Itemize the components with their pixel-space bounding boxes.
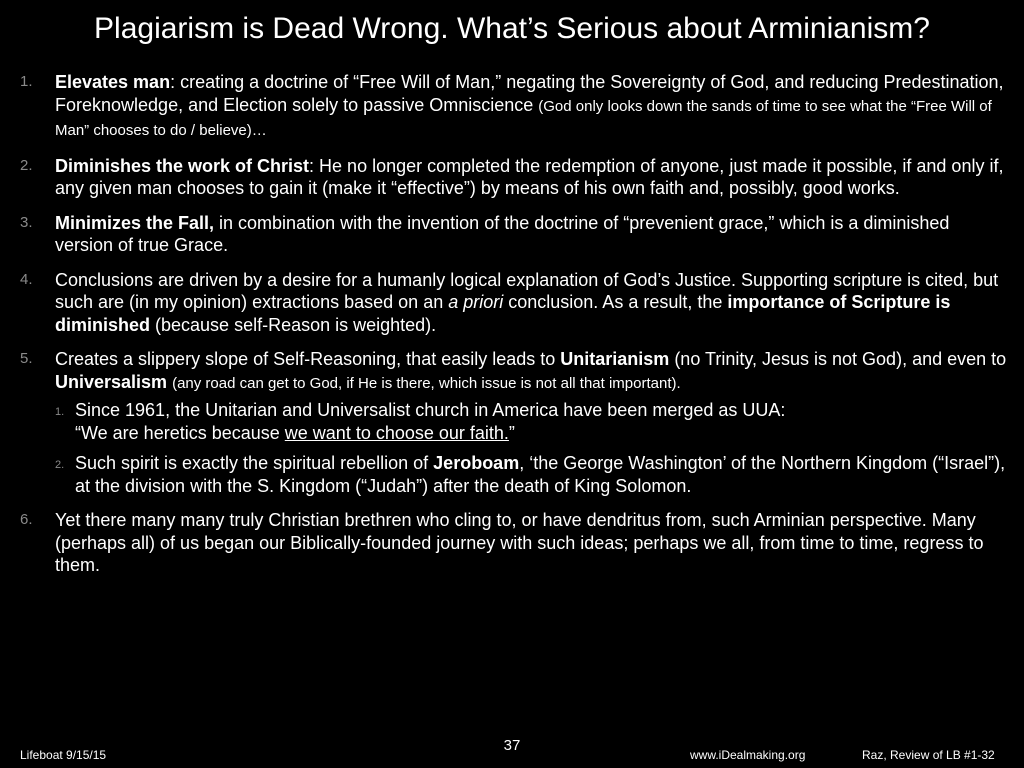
slide-title: Plagiarism is Dead Wrong. What’s Serious about Arminianism? — [94, 12, 930, 45]
quote-text: “We are heretics because — [75, 422, 285, 443]
item-text: Conclusions are driven by a desire for a humanly logical explanation of God’s Justice. Supporting scripture is cited, but such are (in my opinion) extractions based on an — [55, 269, 999, 312]
list-item — [17, 212, 1012, 257]
quote-close: ” — [508, 422, 515, 443]
sub-list-item — [55, 399, 1012, 444]
list-item — [17, 509, 1012, 577]
item-number: 6. — [20, 511, 33, 528]
item-text: (because self-Reason is weighted). — [150, 314, 437, 335]
item-note: (God only looks down the sands of time to see what the “Free Will of Man” chooses to do / believe)… — [55, 97, 992, 139]
item-text: conclusion. As a result, the — [503, 292, 728, 312]
list-item — [17, 269, 1012, 337]
item-emphasis: Universalism — [55, 371, 168, 392]
item-text: Creates a slippery slope of Self-Reasoning, that easily leads to — [55, 349, 561, 369]
item-number: 5. — [20, 350, 33, 367]
item-text: : He no longer completed the redemption of anyone, just made it possible, if and only if, any given man chooses to gain it (make it “effective”) by means of his own faith and, possibly, good works. — [55, 155, 1004, 198]
quote-underlined: we want to choose our faith. — [284, 422, 509, 443]
footer-left: Lifeboat 9/15/15 — [20, 748, 107, 762]
item-text: : creating a doctrine of “Free Will of Man,” negating the Sovereignty of God, and reducing Predestination, Foreknowledge, and Election solely to passive Omniscience — [55, 72, 1004, 115]
item-note: (any road can get to God, if He is there, which issue is not all that important). — [172, 374, 681, 392]
item-text: in combination with the invention of the doctrine of “prevenient grace,” which is a diminished version of true Grace. — [55, 212, 950, 255]
sub-list-item — [55, 452, 1012, 497]
point-list — [17, 71, 1012, 589]
sub-item-text: Such spirit is exactly the spiritual rebellion of — [75, 453, 434, 473]
item-emphasis: importance of Scripture is diminished — [55, 292, 951, 335]
item-italic: a priori — [448, 292, 504, 312]
sub-item-text: Since 1961, the Unitarian and Universalist church in America have been merged as UUA: — [75, 400, 786, 420]
item-number: 1. — [20, 73, 33, 90]
sub-item-quote — [75, 422, 1012, 445]
list-item — [17, 155, 1012, 200]
footer-right: Raz, Review of LB #1-32 — [862, 748, 995, 762]
sub-item-number: 2. — [55, 459, 65, 471]
page-number: 37 — [503, 737, 521, 754]
item-text: Yet there many many truly Christian brethren who cling to, or have dendritus from, such Arminian perspective. Many (perhaps all) of us began our Biblically-founded journey with such ideas; perhaps we all, from time to time, regress to them. — [55, 510, 984, 575]
item-emphasis: Diminishes the work of Christ — [55, 155, 310, 176]
list-item — [17, 71, 1012, 143]
list-item — [17, 348, 1012, 497]
item-number: 4. — [20, 270, 33, 288]
item-emphasis: Elevates man — [55, 72, 171, 92]
item-emphasis: Unitarianism — [560, 349, 670, 369]
item-text: (no Trinity, Jesus is not God), and even to — [669, 349, 1007, 369]
sub-item-text: , ‘the George Washington’ of the Northern Kingdom (“Israel”), at the division with the S. Kingdom (“Judah”) after the death of King Solomon. — [75, 453, 1006, 496]
item-emphasis: Jeroboam — [433, 453, 520, 473]
item-emphasis: Minimizes the Fall, — [55, 212, 215, 233]
item-number: 2. — [20, 156, 33, 174]
item-number: 3. — [20, 213, 33, 231]
footer-url: www.iDealmaking.org — [690, 748, 806, 762]
sub-item-number: 1. — [55, 406, 65, 418]
